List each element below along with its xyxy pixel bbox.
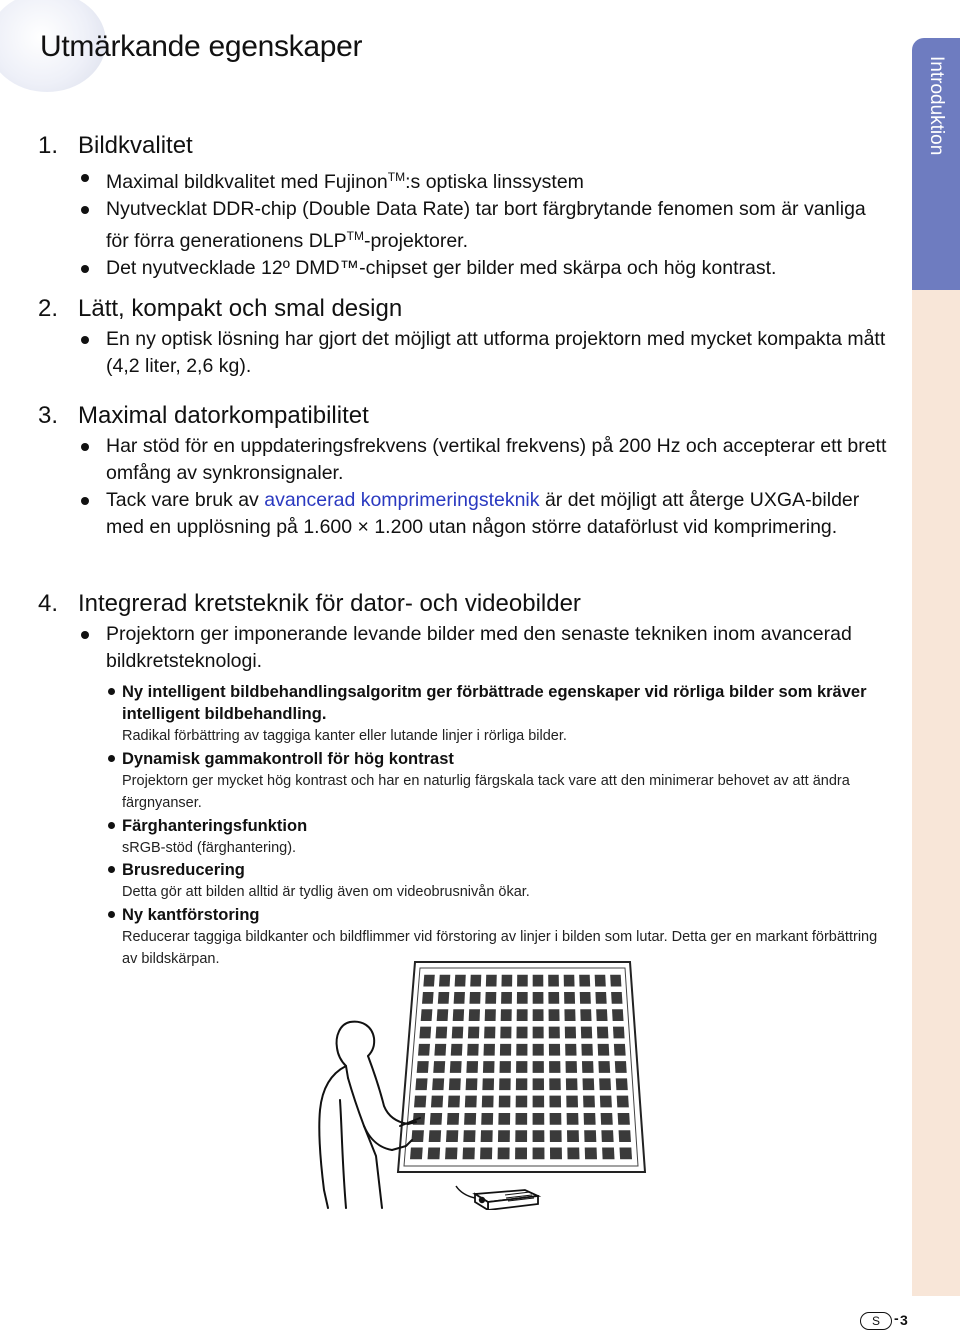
screen-grid-cell — [438, 992, 449, 1004]
screen-grid-cell — [500, 1061, 511, 1073]
screen-grid-cell — [581, 1027, 592, 1039]
screen-grid-cell — [466, 1078, 478, 1090]
screen-grid-cell — [470, 975, 481, 987]
screen-grid-cell — [449, 1078, 461, 1090]
screen-grid-cell — [598, 1044, 610, 1056]
screen-grid-cell — [566, 1061, 578, 1073]
screen-grid-cell — [516, 1027, 527, 1039]
screen-grid-cell — [431, 1096, 443, 1108]
screen-grid-cell — [484, 1027, 495, 1039]
list-item: Maximal bildkvalitet med Fujinon™:s optiska linssystem — [38, 164, 888, 196]
screen-grid-cell — [564, 992, 575, 1004]
screen-grid-cell — [550, 1147, 562, 1159]
screen-grid-cell — [565, 1027, 576, 1039]
page-language-badge: S — [860, 1312, 892, 1330]
screen-grid-cell — [422, 992, 434, 1004]
screen-grid-cell — [533, 1096, 545, 1108]
screen-grid-cell — [596, 1009, 607, 1021]
screen-grid-cell — [421, 1009, 433, 1021]
screen-grid-cell — [566, 1078, 578, 1090]
screen-grid-cell — [423, 975, 434, 987]
screen-grid-cell — [482, 1078, 494, 1090]
screen-grid-cell — [469, 1009, 480, 1021]
section-title: Maximal datorkompatibilitet — [78, 402, 369, 429]
screen-grid-cell — [533, 975, 544, 987]
screen-grid-cell — [481, 1130, 493, 1142]
screen-grid-cell — [517, 1009, 528, 1021]
bullet-icon — [108, 911, 115, 918]
section-heading — [38, 401, 888, 431]
projector-illustration — [280, 960, 665, 1210]
screen-grid-cell — [613, 1027, 625, 1039]
list-item: En ny optisk lösning har gjort det möjligt att utforma projektorn med mycket kompakta mått (4,2 liter, 2,6 kg). — [38, 326, 888, 380]
screen-grid-cell — [533, 1009, 544, 1021]
screen-grid-cell — [445, 1147, 457, 1159]
section-heading — [38, 131, 888, 161]
screen-grid-cell — [533, 992, 544, 1004]
screen-grid-cell — [517, 992, 528, 1004]
section-design — [38, 294, 888, 380]
screen-grid-cell — [485, 1009, 496, 1021]
screen-grid-cell — [533, 1061, 544, 1073]
screen-grid-cell — [549, 1061, 560, 1073]
screen-grid-cell — [482, 1096, 494, 1108]
bullet-icon — [81, 336, 89, 344]
screen-grid-cell — [452, 1027, 464, 1039]
screen-grid-cell — [549, 1096, 561, 1108]
screen-grid-cell — [501, 975, 512, 987]
sub-list-item: Brusreducering Detta gör att bilden alltid är tydlig även om videobrusnivån ökar. — [38, 859, 888, 904]
side-tab-label: Introduktion — [926, 56, 947, 156]
screen-grid-cell — [429, 1130, 441, 1142]
screen-grid-cell — [550, 1130, 562, 1142]
screen-grid-cell — [581, 1044, 593, 1056]
screen-grid-cell — [595, 992, 606, 1004]
screen-grid-cell — [566, 1096, 578, 1108]
screen-grid-cell — [582, 1061, 594, 1073]
screen-grid-cell — [448, 1096, 460, 1108]
screen-grid-cell — [453, 1009, 464, 1021]
screen-grid-cell — [617, 1096, 629, 1108]
screen-grid-cell — [485, 992, 496, 1004]
bullet-icon — [81, 443, 89, 451]
screen-grid-cell — [499, 1096, 511, 1108]
screen-grid-cell — [533, 1078, 544, 1090]
screen-grid-cell — [611, 992, 622, 1004]
screen-grid-cell — [616, 1078, 628, 1090]
screen-grid-cell — [451, 1044, 463, 1056]
screen-grid-cell — [619, 1130, 631, 1142]
screen-grid-cell — [515, 1130, 527, 1142]
section-heading — [38, 589, 888, 619]
section-title: Integrerad kretsteknik för dator- och videobilder — [78, 590, 581, 617]
screen-grid-cell — [583, 1096, 595, 1108]
page-digit: 3 — [900, 1312, 908, 1328]
screen-grid-cell — [584, 1113, 596, 1125]
sub-list-item: Dynamisk gammakontroll för hög kontrast Projektorn ger mycket hög kontrast och har en naturlig färgskala tack vare att den minimerar behovet av att ändra färgnyanser. — [38, 748, 888, 815]
bullet-icon — [81, 174, 89, 182]
bullet-icon — [108, 866, 115, 873]
screen-grid-cell — [483, 1061, 495, 1073]
screen-grid-cell — [618, 1113, 630, 1125]
screen-grid-cell — [579, 975, 590, 987]
screen-grid-cell — [549, 1009, 560, 1021]
screen-grid-cell — [455, 975, 466, 987]
screen-grid-cell — [468, 1027, 479, 1039]
sub-list-item: Ny kantförstoring Reducerar taggiga bildkanter och bildflimmer vid förstoring av linjer i bilden som lutar. Detta ger en markant förbättring av bildskärpan. — [38, 904, 888, 971]
screen-grid-cell — [610, 975, 621, 987]
screen-grid-cell — [516, 1096, 528, 1108]
screen-grid-cell — [417, 1061, 429, 1073]
screen-grid-cell — [602, 1147, 614, 1159]
list-item: Nyutvecklat DDR-chip (Double Data Rate) tar bort färgbrytande fenomen som är vanliga för förra generationens DLP™-projektorer. — [38, 196, 888, 255]
screen-grid-cell — [446, 1130, 458, 1142]
screen-grid-cell — [498, 1147, 510, 1159]
screen-grid-cell — [463, 1147, 475, 1159]
screen-grid-cell — [419, 1027, 431, 1039]
screen-grid-cell — [598, 1061, 610, 1073]
screen-grid-cell — [486, 975, 497, 987]
screen-grid-cell — [516, 1061, 527, 1073]
screen-grid-cell — [466, 1061, 478, 1073]
list-item: Projektorn ger imponerande levande bilder med den senaste tekniken inom avancerad bildkretsteknologi. — [38, 621, 888, 675]
screen-grid-cell — [533, 1147, 545, 1159]
screen-grid-cell — [517, 975, 528, 987]
section-datorkompatibilitet — [38, 401, 888, 541]
screen-grid-cell — [599, 1078, 611, 1090]
screen-grid-cell — [516, 1044, 527, 1056]
screen-grid-cell — [436, 1027, 448, 1039]
screen-grid-cell — [500, 1027, 511, 1039]
section-bildkvalitet — [38, 131, 888, 282]
screen-grid-cell — [564, 1009, 575, 1021]
screen-grid-cell — [567, 1113, 579, 1125]
screen-grid-cell — [597, 1027, 609, 1039]
section-number: 3. — [38, 402, 59, 429]
screen-grid-cell — [585, 1147, 597, 1159]
section-title: Lätt, kompakt och smal design — [78, 295, 403, 322]
list-item: Tack vare bruk av avancerad komprimeringsteknik är det möjligt att återge UXGA-bilder med en upplösning på 1.600 × 1.200 utan någon större dataförlust vid komprimering. — [38, 487, 888, 541]
screen-grid-cell — [464, 1113, 476, 1125]
screen-grid-cell — [548, 992, 559, 1004]
screen-grid-cell — [428, 1147, 441, 1159]
screen-grid-cell — [454, 992, 465, 1004]
bullet-icon — [81, 497, 89, 505]
screen-grid-cell — [498, 1130, 510, 1142]
bullet-icon — [108, 755, 115, 762]
screen-grid-cell — [500, 1044, 511, 1056]
screen-grid-cell — [481, 1113, 493, 1125]
screen-grid-cell — [515, 1147, 527, 1159]
screen-grid-cell — [614, 1044, 626, 1056]
screen-grid-cell — [550, 1113, 562, 1125]
screen-grid-cell — [410, 1147, 423, 1159]
projector-icon — [456, 1186, 538, 1210]
screen-grid-cell — [612, 1009, 624, 1021]
screen-grid-cell — [434, 1044, 446, 1056]
screen-grid-cell — [595, 975, 606, 987]
screen-grid-cell — [533, 1113, 545, 1125]
screen-grid-cell — [484, 1044, 495, 1056]
screen-grid-cell — [463, 1130, 475, 1142]
screen-grid-cell — [565, 1044, 576, 1056]
section-number: 4. — [38, 590, 59, 617]
section-kretsteknik — [38, 589, 888, 971]
section-number: 1. — [38, 132, 59, 159]
side-tab-introduktion[interactable] — [912, 38, 960, 290]
screen-grid-cell — [600, 1096, 612, 1108]
screen-grid-cell — [549, 1044, 560, 1056]
screen-grid-cell — [432, 1078, 444, 1090]
screen-grid-cell — [465, 1096, 477, 1108]
screen-grid-cell — [584, 1130, 596, 1142]
screen-grid-cell — [498, 1113, 510, 1125]
section-heading — [38, 294, 888, 324]
screen-grid-cell — [580, 992, 591, 1004]
komprimeringsteknik-link[interactable]: avancerad komprimeringsteknik — [264, 489, 540, 511]
section-number: 2. — [38, 295, 59, 322]
screen-grid-cell — [430, 1113, 442, 1125]
section-title: Bildkvalitet — [78, 132, 193, 159]
screen-grid-cell — [548, 975, 559, 987]
screen-grid-cell — [447, 1113, 459, 1125]
screen-grid-cell — [439, 975, 450, 987]
screen-grid-cell — [533, 1130, 545, 1142]
bullet-icon — [81, 631, 89, 639]
side-strip — [912, 290, 960, 1296]
screen-grid-cell — [501, 992, 512, 1004]
sub-list-item: Ny intelligent bildbehandlingsalgoritm ger förbättrade egenskaper vid rörliga bilder som kräver intelligent bildbehandling. Radikal förbättring av taggiga kanter eller lutande linjer i rörliga bilder. — [38, 681, 888, 748]
screen-grid-cell — [601, 1130, 613, 1142]
screen-grid-cell — [411, 1130, 424, 1142]
screen-grid-cell — [515, 1113, 527, 1125]
screen-grid-cell — [469, 992, 480, 1004]
screen-grid-cell — [567, 1130, 579, 1142]
bullet-icon — [81, 206, 89, 214]
bullet-icon — [108, 822, 115, 829]
list-item: Det nyutvecklade 12º DMD™-chipset ger bilder med skärpa och hög kontrast. — [38, 255, 888, 282]
screen-grid-cell — [549, 1078, 561, 1090]
list-item: Har stöd för en uppdateringsfrekvens (vertikal frekvens) på 200 Hz och accepterar ett brett omfång av synkronsignaler. — [38, 433, 888, 487]
sub-list-item: Färghanteringsfunktion sRGB-stöd (färghantering). — [38, 815, 888, 860]
screen-grid-cell — [564, 975, 575, 987]
page-separator: - — [894, 1310, 899, 1326]
bullet-icon — [108, 688, 115, 695]
screen-grid-cell — [567, 1147, 579, 1159]
screen-grid-cell — [619, 1147, 632, 1159]
screen-grid-cell — [583, 1078, 595, 1090]
screen-grid-cell — [437, 1009, 449, 1021]
screen-grid-cell — [467, 1044, 479, 1056]
screen-grid-cell — [415, 1078, 427, 1090]
page-title: Utmärkande egenskaper — [40, 30, 363, 63]
screen-grid-cell — [433, 1061, 445, 1073]
screen-grid-cell — [533, 1044, 544, 1056]
screen-grid-cell — [516, 1078, 527, 1090]
screen-grid-cell — [450, 1061, 462, 1073]
screen-grid-cell — [418, 1044, 430, 1056]
screen-grid-cell — [533, 1027, 544, 1039]
screen-grid-cell — [549, 1027, 560, 1039]
screen-grid-cell — [601, 1113, 613, 1125]
screen-grid-cell — [499, 1078, 511, 1090]
bullet-icon — [81, 265, 89, 273]
screen-grid-cell — [480, 1147, 492, 1159]
screen-grid-cell — [615, 1061, 627, 1073]
screen-grid-cell — [414, 1096, 426, 1108]
screen-grid-cell — [501, 1009, 512, 1021]
screen-grid-cell — [580, 1009, 591, 1021]
